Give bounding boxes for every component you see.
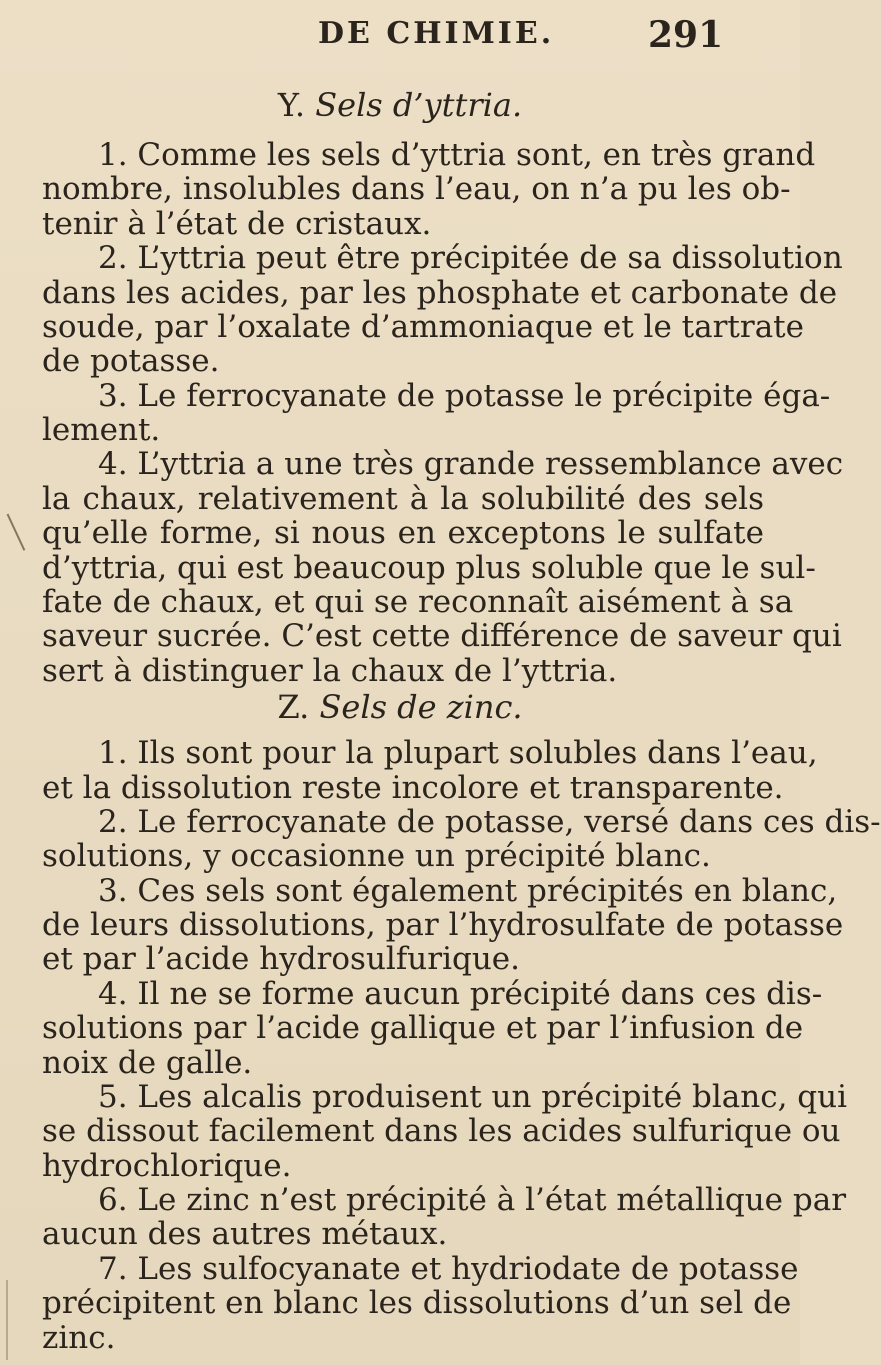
- text-line: 6. Le zinc n’est précipité à l’état métallique par: [98, 1182, 847, 1219]
- text-line: 5. Les alcalis produisent un précipité blanc, qui: [98, 1078, 848, 1115]
- paragraph-z-7: [42, 1250, 799, 1356]
- text-line: nombre, insolubles dans l’eau, on n’a pu les ob-: [42, 171, 791, 208]
- text-line: et par l’acide hydrosulfurique.: [42, 941, 521, 978]
- text-line: solutions, y occasionne un précipité blanc.: [42, 838, 711, 875]
- paragraph-y-2: [42, 240, 843, 380]
- paragraph-z-6: [42, 1182, 847, 1253]
- paragraph-z-2: [42, 803, 881, 875]
- text-line: aucun des autres métaux.: [42, 1216, 448, 1253]
- paragraph-z-4: [42, 975, 823, 1081]
- section-heading-yttria: [0, 86, 800, 124]
- page-edge-line: [6, 1280, 8, 1360]
- text-line: de potasse.: [42, 343, 220, 380]
- page-header: [0, 8, 800, 56]
- text-line: 1. Comme les sels d’yttria sont, en très grand: [98, 137, 816, 173]
- section-letter: Y.: [277, 86, 306, 124]
- section-title-text: Sels d’yttria.: [315, 86, 523, 124]
- paragraph-z-5: [42, 1078, 848, 1184]
- section-title-text: Sels de zinc.: [319, 688, 523, 727]
- text-line: saveur sucrée. C’est cette différence de saveur qui: [42, 618, 842, 655]
- text-line: 7. Les sulfocyanate et hydriodate de potasse: [98, 1250, 799, 1287]
- text-line: se dissout facilement dans les acides sulfurique ou: [42, 1113, 841, 1150]
- text-line: précipitent en blanc les dissolutions d’un sel de: [42, 1285, 792, 1322]
- text-line: 2. Le ferrocyanate de potasse, versé dans ces dis-: [98, 803, 881, 840]
- text-line: sert à distinguer la chaux de l’yttria.: [42, 652, 618, 689]
- text-line: dans les acides, par les phosphate et carbonate de: [42, 274, 838, 311]
- text-line: 4. L’yttria a une très grande ressemblance avec: [98, 446, 844, 483]
- paragraph-y-4: [42, 446, 844, 689]
- paragraph-y-3: [42, 377, 831, 449]
- text-line: solutions par l’acide gallique et par l’infusion de: [42, 1010, 804, 1047]
- text-line: hydrochlorique.: [42, 1147, 292, 1184]
- section-heading-zinc: [0, 688, 800, 726]
- text-line: lement.: [42, 412, 161, 449]
- text-line: la chaux, relativement à la solubilité des sels: [42, 480, 764, 517]
- paragraph-z-3: [42, 872, 844, 978]
- paragraph-y-1: [42, 137, 816, 242]
- text-line: soude, par l’oxalate d’ammoniaque et le tartrate: [42, 308, 804, 345]
- text-line: noix de galle.: [42, 1044, 253, 1081]
- text-line: d’yttria, qui est beaucoup plus soluble que le sul-: [42, 549, 816, 586]
- text-line: zinc.: [42, 1319, 116, 1356]
- paragraph-z-1: [42, 735, 818, 806]
- text-line: tenir à l’état de cristaux.: [42, 205, 432, 242]
- text-line: fate de chaux, et qui se reconnaît aisément à sa: [42, 583, 794, 620]
- margin-mark: [7, 505, 44, 551]
- text-line: de leurs dissolutions, par l’hydrosulfate de potasse: [42, 907, 844, 944]
- text-line: 3. Le ferrocyanate de potasse le précipite éga-: [98, 377, 831, 414]
- running-head: DE CHIMIE.: [318, 16, 555, 51]
- text-line: 1. Ils sont pour la plupart solubles dans l’eau,: [98, 735, 818, 772]
- text-line: 3. Ces sels sont également précipités en blanc,: [98, 872, 838, 909]
- section-letter: Z.: [277, 688, 310, 727]
- text-line: et la dissolution reste incolore et transparente.: [42, 769, 784, 806]
- page-number: 291: [648, 14, 724, 56]
- text-line: qu’elle forme, si nous en exceptons le sulfate: [42, 515, 764, 552]
- text-line: 2. L’yttria peut être précipitée de sa dissolution: [98, 240, 843, 277]
- text-line: 4. Il ne se forme aucun précipité dans ces dis-: [98, 975, 823, 1012]
